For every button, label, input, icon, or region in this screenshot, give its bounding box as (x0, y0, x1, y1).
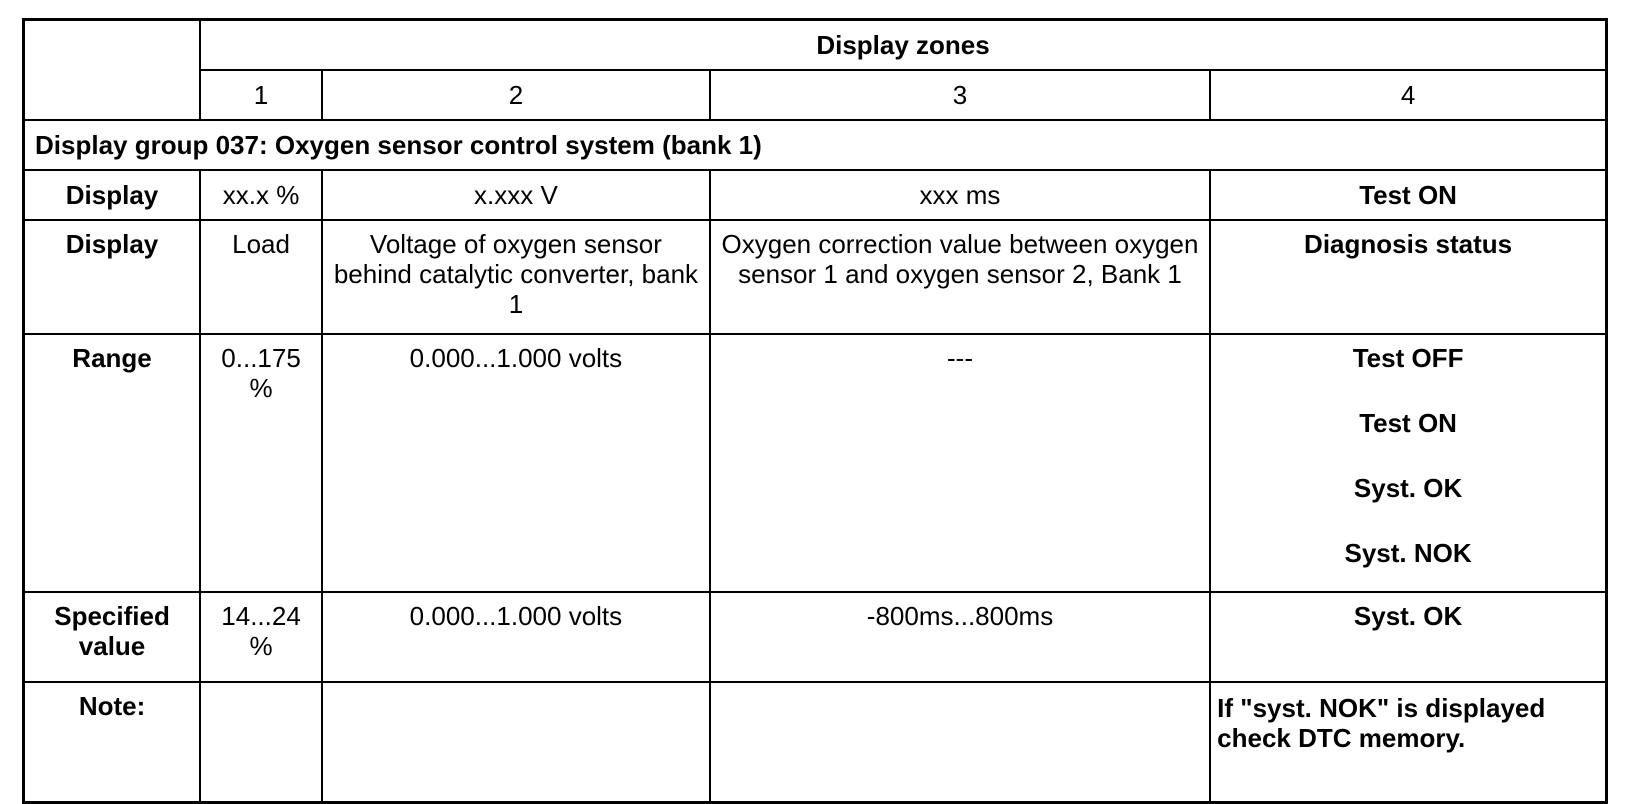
row-label-note: Note: (24, 682, 201, 803)
header-corner-cell (24, 20, 201, 121)
note-zone4 (1210, 682, 1606, 803)
range-zone3: --- (710, 334, 1210, 592)
display-group-table (22, 18, 1608, 804)
zone-number-1: 1 (200, 70, 322, 120)
status-syst-nok: Syst. NOK (1344, 538, 1472, 568)
specified-value-row (24, 592, 1607, 682)
display-group-table-container (22, 18, 1608, 804)
header-row-zones (24, 20, 1607, 71)
row-label-specified-value: Specified value (24, 592, 201, 682)
status-syst-ok: Syst. OK (1353, 473, 1463, 503)
specified-zone2: 0.000...1.000 volts (322, 592, 710, 682)
note-zone3 (710, 682, 1210, 803)
range-zone2: 0.000...1.000 volts (322, 334, 710, 592)
specified-zone3: -800ms...800ms (710, 592, 1210, 682)
status-test-off: Test OFF (1352, 343, 1464, 373)
display-desc-zone1: Load (200, 220, 322, 334)
range-zone4 (1210, 334, 1606, 592)
display-values-row (24, 170, 1607, 220)
note-zone2 (322, 682, 710, 803)
note-text: If "syst. NOK" is displayed check DTC memory. (1217, 693, 1546, 753)
specified-zone1: 14...24 % (200, 592, 322, 682)
display-zone3-value: xxx ms (710, 170, 1210, 220)
group-title: Display group 037: Oxygen sensor control system (bank 1) (24, 120, 1607, 170)
note-zone1 (200, 682, 322, 803)
range-zone1: 0...175 % (200, 334, 322, 592)
display-description-row (24, 220, 1607, 334)
row-label-display-desc: Display (24, 220, 201, 334)
display-zone1-value: xx.x % (200, 170, 322, 220)
display-desc-zone4: Diagnosis status (1210, 220, 1606, 334)
note-row (24, 682, 1607, 803)
range-row (24, 334, 1607, 592)
specified-zone4: Syst. OK (1210, 592, 1606, 682)
display-zone2-value: x.xxx V (322, 170, 710, 220)
zone-number-3: 3 (710, 70, 1210, 120)
display-desc-zone3: Oxygen correction value between oxygen sensor 1 and oxygen sensor 2, Bank 1 (710, 220, 1210, 334)
header-row-zone-numbers (24, 70, 1607, 120)
display-zones-header: Display zones (200, 20, 1606, 71)
display-desc-zone2: Voltage of oxygen sensor behind catalytic converter, bank 1 (322, 220, 710, 334)
status-test-on: Test ON (1359, 408, 1457, 438)
row-label-display: Display (24, 170, 201, 220)
group-title-row (24, 120, 1607, 170)
display-zone4-value: Test ON (1210, 170, 1606, 220)
row-label-range: Range (24, 334, 201, 592)
zone-number-2: 2 (322, 70, 710, 120)
zone-number-4: 4 (1210, 70, 1606, 120)
